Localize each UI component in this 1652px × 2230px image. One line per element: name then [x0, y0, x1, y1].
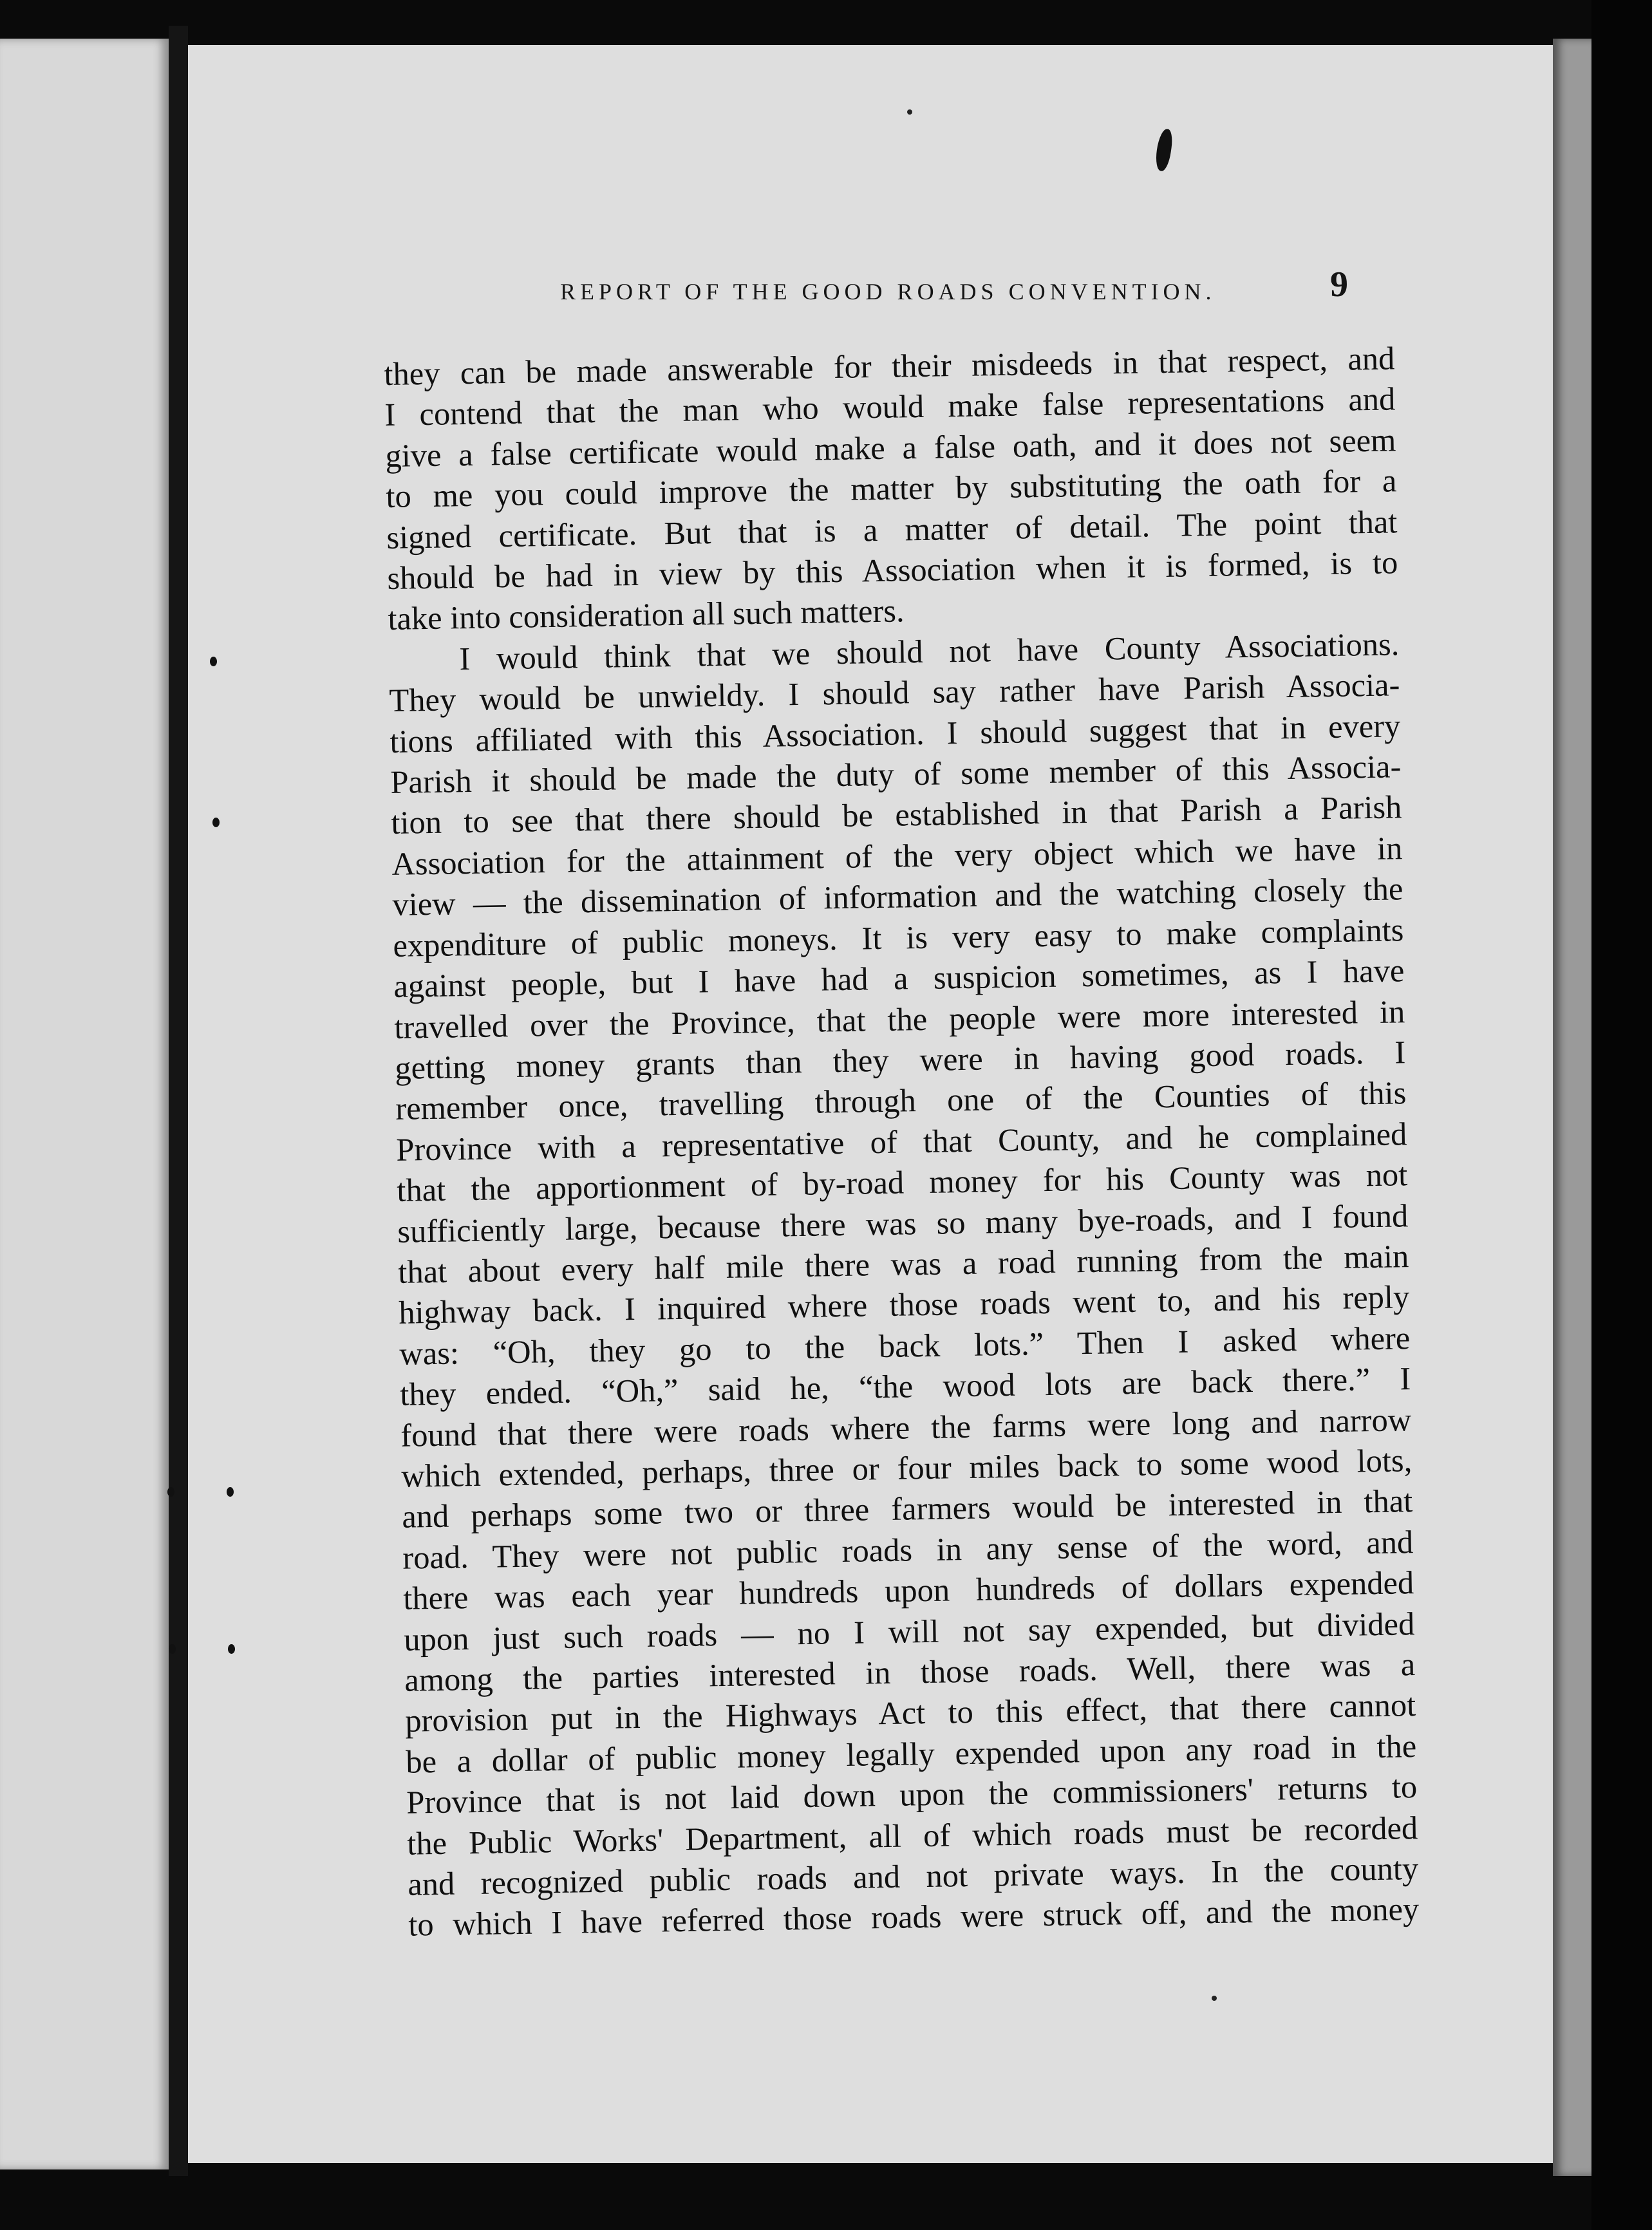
- text-line: remember once, travelling through one of the Counties of this: [395, 1074, 1407, 1127]
- text-line: getting money grants than they were in having good roads. I: [394, 1034, 1406, 1086]
- text-line: provision put in the Highways Act to this effect, that there cannot: [404, 1687, 1416, 1739]
- text-line: that the apportionment of by-road money for his County was not: [396, 1156, 1408, 1208]
- text-line: among the parties interested in those roads. Well, there was a: [404, 1646, 1416, 1698]
- text-line: there was each year hundreds upon hundreds of dollars expended: [402, 1564, 1414, 1616]
- text-line: I contend that the man who would make false representations and: [384, 380, 1396, 433]
- book-gutter: [169, 26, 188, 2176]
- scan-border: [1591, 0, 1652, 2230]
- text-line: travelled over the Province, that the people were more interested in: [393, 993, 1405, 1045]
- text-line: upon just such roads — no I will not say expended, but divided: [403, 1605, 1415, 1658]
- text-line: sufficiently large, because there was so many bye-roads, and I found: [397, 1197, 1409, 1250]
- margin-mark: [212, 818, 220, 827]
- text-line: be a dollar of public money legally expended upon any road in the: [405, 1727, 1417, 1780]
- text-line: Parish it should be made the duty of some member of this Associa-: [390, 748, 1402, 800]
- text-line: Province that is not laid down upon the commissioners' returns to: [406, 1768, 1418, 1821]
- margin-mark: [228, 1644, 235, 1654]
- text-line: take into consideration all such matters.: [388, 592, 905, 637]
- ink-dot: [1212, 1996, 1217, 2001]
- text-line: I would think that we should not have County Associations.: [459, 626, 1400, 677]
- text-line: Province with a representative of that County, and he complained: [395, 1115, 1407, 1168]
- text-line: signed certificate. But that is a matter of detail. The point that: [386, 503, 1398, 556]
- margin-mark: [167, 1487, 174, 1497]
- facing-page-edge: [0, 39, 169, 2169]
- text-line: they ended. “Oh,” said he, “the wood lots are back there.” I: [399, 1360, 1411, 1412]
- text-line: They would be unwieldy. I should say rather have Parish Associa-: [389, 666, 1400, 719]
- text-line: highway back. I inquired where those roads went to, and his reply: [398, 1279, 1410, 1331]
- text-line: to me you could improve the matter by substituting the oath for a: [386, 462, 1397, 515]
- text-line: should be had in view by this Association when it is formed, is to: [387, 544, 1398, 596]
- margin-mark: [169, 1644, 176, 1654]
- page-number: 9: [1330, 265, 1348, 305]
- text-line: to which I have referred those roads were struck off, and the money: [408, 1891, 1420, 1944]
- text-line: the Public Works' Department, all of which roads must be recorded: [406, 1809, 1418, 1862]
- ink-dot: [907, 109, 912, 115]
- margin-mark: [227, 1487, 234, 1497]
- page-edge-shadow: [1553, 39, 1591, 2176]
- text-line: tion to see that there should be established in that Parish a Parish: [391, 789, 1402, 841]
- text-line: they can be made answerable for their misdeeds in that respect, and: [384, 340, 1395, 392]
- text-line: was: “Oh, they go to the back lots.” Then I asked where: [399, 1319, 1411, 1372]
- body-text: [384, 338, 1420, 1945]
- text-line: found that there were roads where the farms were long and narrow: [400, 1401, 1412, 1454]
- text-line: and perhaps some two or three farmers would be interested in that: [401, 1483, 1413, 1535]
- text-line: road. They were not public roads in any sense of the word, and: [402, 1523, 1414, 1576]
- text-line: which extended, perhaps, three or four miles back to some wood lots,: [400, 1442, 1413, 1494]
- text-line: that about every half mile there was a road running from the main: [397, 1238, 1409, 1290]
- margin-mark: [210, 657, 217, 666]
- text-line: tions affiliated with this Association. I should suggest that in every: [390, 707, 1401, 760]
- text-line: give a false certificate would make a false oath, and it does not seem: [385, 422, 1396, 474]
- running-head: REPORT OF THE GOOD ROADS CONVENTION.: [560, 279, 1216, 305]
- text-line: Association for the attainment of the very object which we have in: [391, 830, 1403, 882]
- text-line: against people, but I have had a suspicion sometimes, as I have: [393, 952, 1405, 1004]
- text-line: view — the dissemination of information and the watching closely the: [391, 870, 1403, 923]
- text-line: and recognized public roads and not private ways. In the county: [407, 1850, 1419, 1902]
- text-line: expenditure of public moneys. It is very easy to make complaints: [392, 911, 1404, 964]
- ink-blot: [1154, 128, 1174, 172]
